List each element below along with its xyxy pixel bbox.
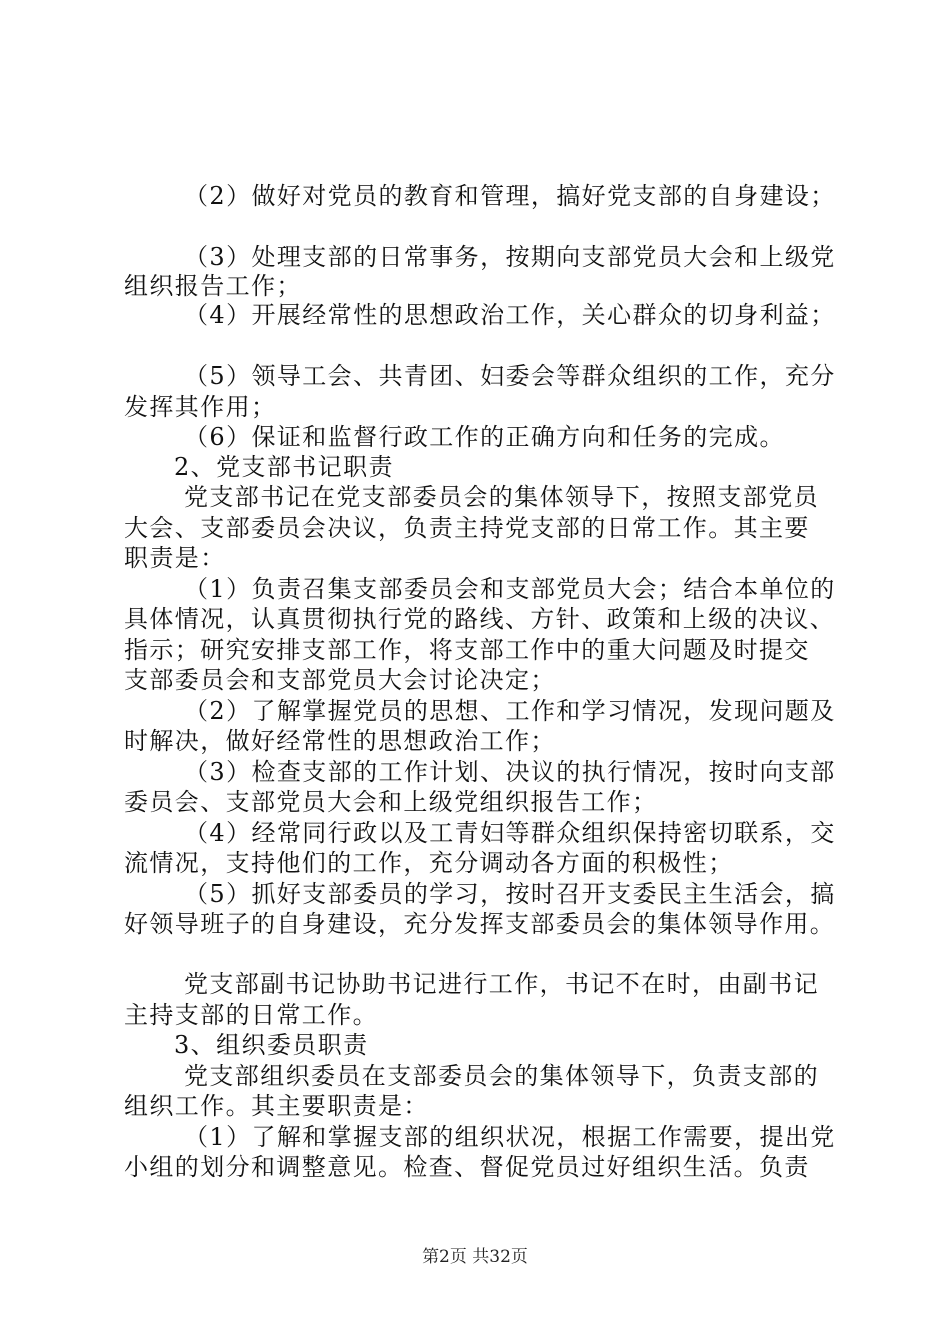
text-line: 党支部副书记协助书记进行工作，书记不在时，由副书记 [184,970,819,998]
text-line: （2）了解掌握党员的思想、工作和学习情况，发现问题及 [184,697,836,725]
text-line: 党支部组织委员在支部委员会的集体领导下，负责支部的 [184,1062,819,1090]
text-line: 组织工作。其主要职责是： [124,1092,429,1120]
text-line: （1）了解和掌握支部的组织状况，根据工作需要，提出党 [184,1123,836,1151]
text-line: 好领导班子的自身建设，充分发挥支部委员会的集体领导作用。 [124,910,836,938]
text-line: 发挥其作用； [124,393,277,421]
text-line: （4）经常同行政以及工青妇等群众组织保持密切联系，交 [184,819,836,847]
text-line: （1）负责召集支部委员会和支部党员大会；结合本单位的 [184,575,836,603]
text-line: （5）抓好支部委员的学习，按时召开支委民主生活会，搞 [184,880,836,908]
text-line: （2）做好对党员的教育和管理，搞好党支部的自身建设； [184,182,836,210]
text-line: 委员会、支部党员大会和上级党组织报告工作； [124,788,658,816]
text-line: （3）处理支部的日常事务，按期向支部党员大会和上级党 [184,243,836,271]
text-line: 支部委员会和支部党员大会讨论决定； [124,666,556,694]
text-line: 党支部书记在党支部委员会的集体领导下，按照支部党员 [184,483,819,511]
text-line: （6）保证和监督行政工作的正确方向和任务的完成。 [184,423,785,451]
section-heading: 2、党支部书记职责 [174,453,394,481]
text-line: 主持支部的日常工作。 [124,1001,378,1029]
text-line: 指示；研究安排支部工作，将支部工作中的重大问题及时提交 [124,636,810,664]
text-line: （5）领导工会、共青团、妇委会等群众组织的工作，充分 [184,362,836,390]
text-line: 流情况，支持他们的工作，充分调动各方面的积极性； [124,849,734,877]
text-line: （3）检查支部的工作计划、决议的执行情况，按时向支部 [184,758,836,786]
text-line: （4）开展经常性的思想政治工作，关心群众的切身利益； [184,301,836,329]
text-line: 大会、支部委员会决议，负责主持党支部的日常工作。其主要 [124,514,810,542]
section-heading: 3、组织委员职责 [174,1031,369,1059]
text-line: 职责是： [124,544,226,572]
page-footer: 第2页 共32页 [422,1247,528,1267]
text-line: 具体情况，认真贯彻执行党的路线、方针、政策和上级的决议、 [124,605,836,633]
text-line: 小组的划分和调整意见。检查、督促党员过好组织生活。负责 [124,1153,810,1181]
text-line: 时解决，做好经常性的思想政治工作； [124,727,556,755]
text-line: 组织报告工作； [124,272,302,300]
